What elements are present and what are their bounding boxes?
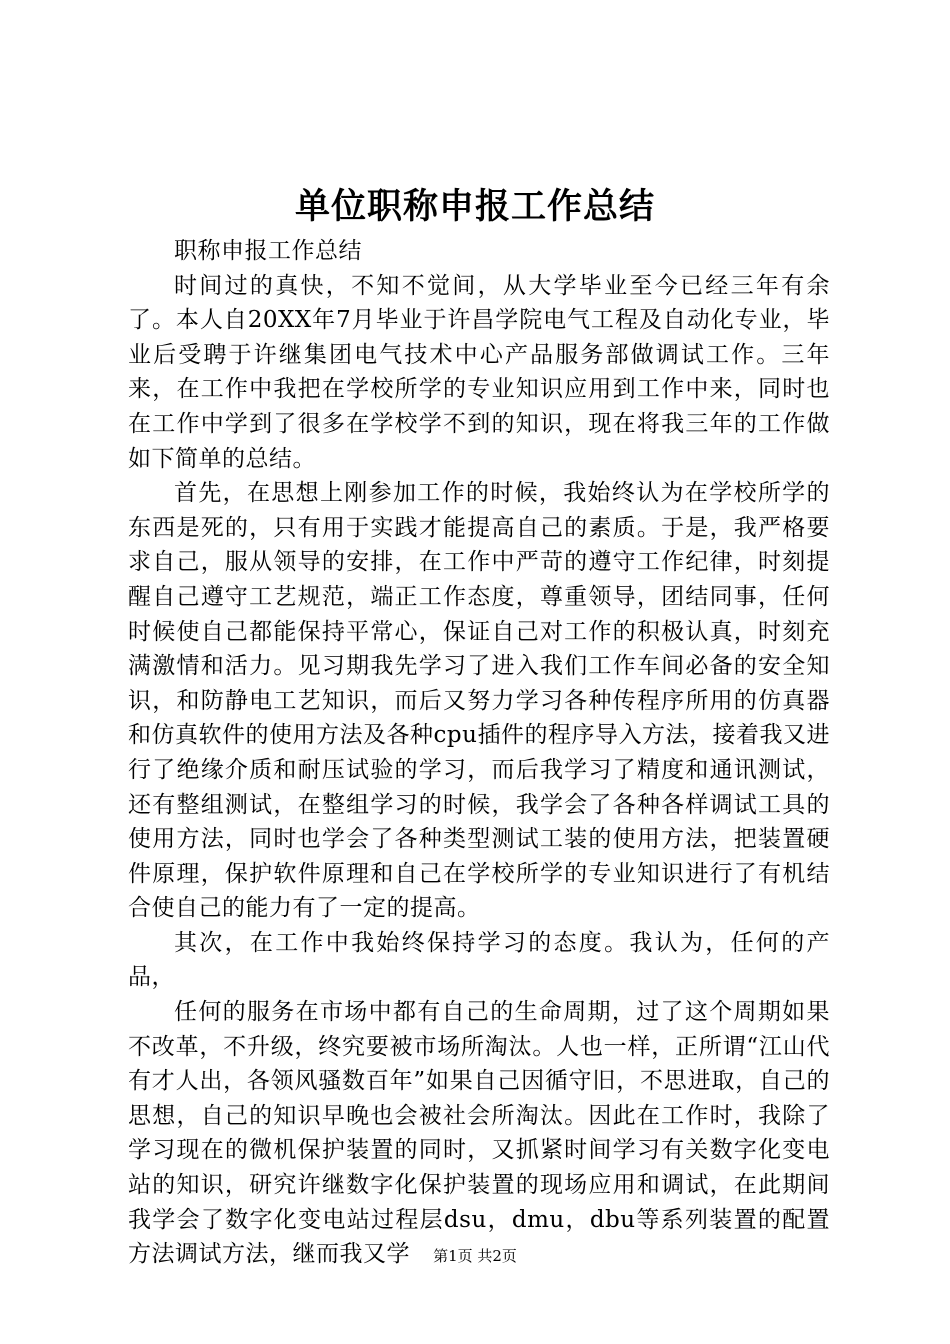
paragraph-first-point: 首先，在思想上刚参加工作的时候，我始终认为在学校所学的东西是死的，只有用于实践才能提高自己的素质。于是，我严格要求自己，服从领导的安排，在工作中严苛的遵守工作纪律，时刻提醒自己遵守工艺规范，端正工作态度，尊重领导，团结同事，任何时候使自己都能保持平常心，保证自己对工作的积极认真，时刻充满激情和活力。见习期我先学习了进入我们工作车间必备的安全知识，和防静电工艺知识，而后又努力学习各种传程序所用的仿真器和仿真软件的使用方法及各种cpu插件的程序导入方法，接着我又进行了绝缘介质和耐压试验的学习，而后我学习了精度和通讯测试，还有整组测试，在整组学习的时候，我学会了各种各样调试工具的使用方法，同时也学会了各种类型测试工装的使用方法，把装置硬件原理，保护软件原理和自己在学校所学的专业知识进行了有机结合使自己的能力有了一定的提高。 [128,480,830,922]
document-title: 单位职称申报工作总结 [294,186,655,227]
document-body [128,234,830,1272]
page-number-footer: 第1页 共2页 [433,1247,517,1265]
paragraph-introduction: 时间过的真快，不知不觉间，从大学毕业至今已经三年有余了。本人自20XX年7月毕业于许昌学院电气工程及自动化专业，毕业后受聘于许继集团电气技术中心产品服务部做调试工作。三年来，在工作中我把在学校所学的专业知识应用到工作中来，同时也在工作中学到了很多在学校学不到的知识，现在将我三年的工作做如下简单的总结。 [128,272,830,472]
paragraph-continuation: 任何的服务在市场中都有自己的生命周期，过了这个周期如果不改革，不升级，终究要被市场所淘汰。人也一样，正所谓“江山代有才人出，各领风骚数百年”如果自己因循守旧，不思进取，自己的思想，自己的知识早晚也会被社会所淘汰。因此在工作时，我除了学习现在的微机保护装置的同时，又抓紧时间学习有关数字化变电站的知识，研究许继数字化保护装置的现场应用和调试，在此期间我学会了数字化变电站过程层dsu，dmu，dbu等系列装置的配置方法调试方法，继而我又学 [128,999,830,1268]
paragraph-second-point: 其次，在工作中我始终保持学习的态度。我认为，任何的产品， [128,929,830,991]
paragraph-subtitle: 职称申报工作总结 [174,238,362,264]
